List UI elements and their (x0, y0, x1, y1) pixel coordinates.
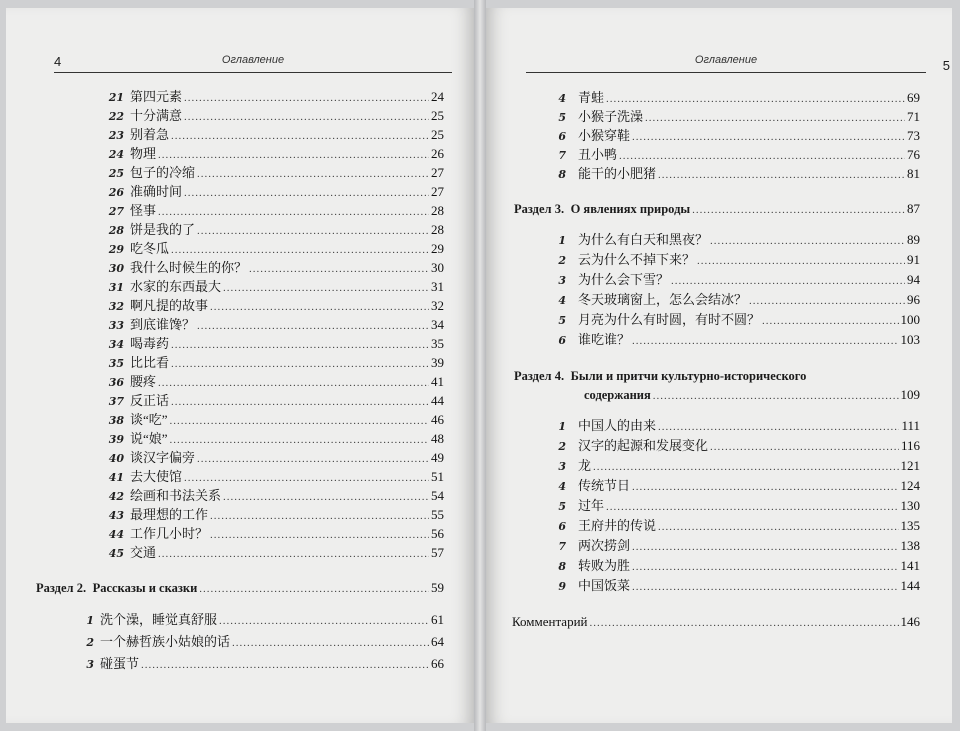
toc-entry[interactable] (72, 631, 444, 653)
entry-page: 48 (431, 431, 444, 446)
toc-entry[interactable] (102, 201, 444, 220)
leader-dots (710, 231, 905, 251)
section-2-heading[interactable] (36, 578, 444, 597)
entry-page: 96 (907, 292, 920, 307)
entry-title: 碰蛋节 (100, 656, 140, 671)
toc-entry[interactable] (514, 310, 920, 330)
leader-dots (171, 393, 429, 412)
entry-number: 1 (558, 420, 566, 433)
entry-number: 38 (108, 414, 124, 427)
leader-dots (219, 610, 429, 632)
toc-entry[interactable] (102, 410, 444, 429)
right-page (486, 8, 952, 723)
entry-page: 76 (907, 147, 920, 162)
left-toc (36, 87, 444, 675)
entry-number: 4 (558, 92, 566, 105)
toc-entry[interactable] (102, 125, 444, 144)
leader-dots (645, 109, 905, 128)
entry-page: 31 (431, 279, 444, 294)
entry-number: 34 (108, 338, 124, 351)
entry-page: 27 (431, 184, 444, 199)
toc-entry[interactable] (102, 486, 444, 505)
leader-dots (197, 165, 429, 184)
entry-title: 去大使馆 (130, 469, 183, 484)
entry-title: 王府井的传说 (578, 518, 657, 533)
leader-dots (606, 90, 905, 109)
entry-title: 反正话 (130, 393, 170, 408)
toc-entry[interactable] (102, 258, 444, 277)
entry-page: 54 (431, 488, 444, 503)
entry-page: 44 (431, 393, 444, 408)
entry-page: 25 (431, 127, 444, 142)
entry-number: 42 (108, 490, 124, 503)
entry-title: 绘画和书法关系 (130, 488, 222, 503)
entry-number: 44 (108, 528, 124, 541)
toc-entry[interactable] (102, 220, 444, 239)
entry-page: 64 (431, 634, 444, 649)
commentary-page: 146 (900, 614, 920, 629)
leader-dots (223, 488, 429, 507)
entry-number: 23 (108, 129, 124, 142)
entry-page: 91 (907, 252, 920, 267)
entry-number: 36 (108, 376, 124, 389)
entry-number: 3 (558, 274, 566, 287)
entry-page: 35 (431, 336, 444, 351)
leader-dots (653, 387, 899, 406)
entry-title: 交通 (130, 545, 157, 560)
entry-page: 124 (900, 478, 920, 493)
toc-entry[interactable] (514, 290, 920, 310)
toc-entry[interactable] (102, 543, 444, 562)
right-running-head (526, 52, 950, 73)
entry-number: 41 (108, 471, 124, 484)
toc-entry[interactable] (514, 230, 920, 250)
entry-number: 21 (108, 91, 124, 104)
leader-dots (158, 203, 429, 222)
leader-dots (158, 374, 429, 393)
leader-dots (632, 557, 898, 577)
entry-page: 94 (907, 272, 920, 287)
leader-dots (671, 271, 905, 291)
toc-entry[interactable] (102, 429, 444, 448)
entry-number: 24 (108, 148, 124, 161)
leader-dots (249, 260, 429, 279)
section-label: Раздел 4. (514, 369, 565, 383)
entry-page: 66 (431, 656, 444, 671)
leader-dots (184, 184, 429, 203)
leader-dots (184, 108, 429, 127)
entry-title: 龙 (578, 458, 592, 473)
page-number: 4 (54, 54, 62, 69)
toc-entry[interactable] (102, 524, 444, 543)
leader-dots (210, 526, 429, 545)
entry-title: 喝毒药 (130, 336, 170, 351)
entry-number: 7 (558, 540, 566, 553)
entry-page: 32 (431, 298, 444, 313)
entry-title: 谁吃谁？ (578, 332, 631, 347)
leader-dots (171, 355, 429, 374)
leader-dots (749, 291, 905, 311)
entry-title: 水家的东西最大 (130, 279, 222, 294)
entry-page: 41 (431, 374, 444, 389)
entry-title: 最理想的工作 (130, 507, 209, 522)
entry-page: 28 (431, 222, 444, 237)
section-3-heading[interactable] (514, 199, 920, 218)
entry-title: 中国人的由来 (578, 418, 657, 433)
entry-page: 135 (900, 518, 920, 533)
right-toc (514, 88, 920, 631)
toc-entry[interactable] (102, 505, 444, 524)
entry-page: 46 (431, 412, 444, 427)
entry-title: 腰疼 (130, 374, 157, 389)
toc-entry[interactable] (102, 467, 444, 486)
entry-page: 29 (431, 241, 444, 256)
toc-entry[interactable] (102, 448, 444, 467)
toc-entry[interactable] (102, 182, 444, 201)
toc-entry[interactable] (102, 353, 444, 372)
entry-title: 转败为胜 (578, 558, 631, 573)
leader-dots (658, 517, 898, 537)
toc-entry[interactable] (102, 372, 444, 391)
leader-dots (692, 201, 905, 220)
toc-entry[interactable] (514, 416, 920, 436)
entry-title: 小猴穿鞋 (578, 128, 631, 143)
entry-page: 57 (431, 545, 444, 560)
entry-number: 30 (108, 262, 124, 275)
entry-title: 包子的冷缩 (130, 165, 196, 180)
leader-dots (589, 614, 898, 633)
toc-entry[interactable] (514, 516, 920, 536)
entry-page: 26 (431, 146, 444, 161)
entry-number: 6 (558, 334, 566, 347)
toc-entry[interactable] (514, 145, 920, 164)
entry-title: 说“娘” (130, 431, 168, 446)
toc-entry[interactable] (514, 576, 920, 596)
entry-page: 51 (431, 469, 444, 484)
entry-number: 37 (108, 395, 124, 408)
toc-entry[interactable] (514, 536, 920, 556)
entry-page: 138 (900, 538, 920, 553)
entry-number: 4 (558, 294, 566, 307)
leader-dots (593, 457, 898, 477)
entry-number: 26 (108, 186, 124, 199)
toc-entry[interactable] (102, 334, 444, 353)
entry-number: 1 (86, 614, 94, 627)
left-page (6, 8, 474, 723)
entry-title: 我什么时候生的你？ (130, 260, 248, 275)
entry-number: 2 (558, 254, 566, 267)
leader-dots (197, 450, 429, 469)
left-running-head (54, 52, 452, 73)
leader-dots (171, 127, 429, 146)
entry-number: 3 (86, 658, 94, 671)
entry-title: 青蛙 (578, 90, 605, 105)
entry-number: 39 (108, 433, 124, 446)
entry-title: 云为什么不掉下来？ (578, 252, 696, 267)
entry-number: 32 (108, 300, 124, 313)
leader-dots (171, 336, 429, 355)
entry-number: 5 (558, 314, 566, 327)
leader-dots (619, 147, 905, 166)
entry-page: 103 (900, 332, 920, 347)
entry-number: 25 (108, 167, 124, 180)
entry-number: 8 (558, 560, 566, 573)
toc-entry[interactable] (102, 315, 444, 334)
entry-page: 56 (431, 526, 444, 541)
leader-dots (197, 317, 429, 336)
toc-entry[interactable] (102, 239, 444, 258)
entry-title: 为什么会下雪？ (578, 272, 670, 287)
running-head-title: Оглавление (221, 54, 285, 66)
section-2-continued-entries (514, 88, 920, 183)
entry-title: 两次捞剑 (578, 538, 631, 553)
entry-page: 49 (431, 450, 444, 465)
entry-number: 40 (108, 452, 124, 465)
toc-entry[interactable] (102, 296, 444, 315)
commentary-entry[interactable] (512, 612, 920, 631)
entry-title: 谈“吃” (130, 412, 168, 427)
page-number: 5 (942, 58, 950, 73)
entry-title: 能干的小肥猪 (578, 166, 657, 181)
entry-page: 39 (431, 355, 444, 370)
entry-title: 别着急 (130, 127, 170, 142)
entry-title: 谈汉字偏旁 (130, 450, 196, 465)
entry-page: 27 (431, 165, 444, 180)
entry-title: 过年 (578, 498, 605, 513)
entry-number: 9 (558, 580, 566, 593)
section-title: Рассказы и сказки (92, 581, 198, 595)
entry-number: 22 (108, 110, 124, 123)
book-spine (474, 0, 486, 731)
entry-title: 传统节日 (578, 478, 631, 493)
entry-number: 43 (108, 509, 124, 522)
entry-title: 饼是我的了 (130, 222, 196, 237)
entry-title: 准确时间 (130, 184, 183, 199)
toc-entry[interactable] (514, 126, 920, 145)
toc-entry[interactable] (514, 476, 920, 496)
entry-number: 35 (108, 357, 124, 370)
section-3-entries (514, 230, 920, 350)
entry-page: 30 (431, 260, 444, 275)
entry-number: 33 (108, 319, 124, 332)
leader-dots (184, 89, 429, 108)
entry-number: 45 (108, 547, 124, 560)
entry-page: 55 (431, 507, 444, 522)
toc-entry[interactable] (102, 106, 444, 125)
entry-page: 100 (900, 312, 920, 327)
entry-title: 丑小鸭 (578, 147, 618, 162)
entry-title: 小猴子洗澡 (578, 109, 644, 124)
entry-title: 吃冬瓜 (130, 241, 170, 256)
toc-entry[interactable] (102, 87, 444, 106)
section-title-line-2: содержания (584, 388, 651, 402)
entry-title: 冬天玻璃窗上，怎么会结冰？ (578, 292, 748, 307)
entry-number: 2 (86, 636, 94, 649)
entry-page: 34 (431, 317, 444, 332)
entry-number: 27 (108, 205, 124, 218)
leader-dots (197, 222, 429, 241)
entry-page: 71 (907, 109, 920, 124)
entry-page: 111 (901, 418, 920, 433)
toc-entry[interactable] (102, 144, 444, 163)
toc-entry[interactable] (514, 496, 920, 516)
entry-number: 6 (558, 520, 566, 533)
entry-title: 为什么有白天和黑夜？ (578, 232, 709, 247)
leader-dots (158, 545, 429, 564)
entry-number: 8 (558, 168, 566, 181)
section-2-entries (72, 609, 444, 675)
entry-title: 怪事 (130, 203, 157, 218)
toc-entry[interactable] (514, 436, 920, 456)
section-page: 109 (900, 387, 920, 402)
leader-dots (170, 412, 429, 431)
toc-entry[interactable] (72, 609, 444, 631)
entry-page: 141 (900, 558, 920, 573)
entry-title: 一个赫哲族小姑娘的话 (100, 634, 231, 649)
section-4-heading[interactable] (514, 366, 920, 385)
section-page: 87 (907, 201, 920, 216)
toc-entry[interactable] (514, 330, 920, 350)
entry-title: 比比看 (130, 355, 170, 370)
commentary-title: Комментарий (512, 614, 588, 629)
entry-title: 汉字的起源和发展变化 (578, 438, 709, 453)
entry-number: 1 (558, 234, 566, 247)
entry-page: 89 (907, 232, 920, 247)
toc-entry[interactable] (514, 164, 920, 183)
entry-title: 物理 (130, 146, 157, 161)
leader-dots (632, 537, 898, 557)
entry-page: 81 (907, 166, 920, 181)
leader-dots (210, 507, 429, 526)
entry-page: 121 (900, 458, 920, 473)
entry-number: 3 (558, 460, 566, 473)
entry-number: 5 (558, 500, 566, 513)
leader-dots (632, 331, 898, 351)
entry-title: 第四元素 (130, 89, 183, 104)
toc-entry[interactable] (102, 391, 444, 410)
entry-page: 73 (907, 128, 920, 143)
leader-dots (762, 311, 898, 331)
leader-dots (141, 654, 429, 676)
entry-page: 28 (431, 203, 444, 218)
entry-number: 7 (558, 149, 566, 162)
toc-entry[interactable] (514, 250, 920, 270)
entry-title: 到底谁馋？ (130, 317, 196, 332)
toc-entry[interactable] (72, 653, 444, 675)
section-4-entries (514, 416, 920, 596)
toc-entry[interactable] (102, 277, 444, 296)
entry-number: 2 (558, 440, 566, 453)
leader-dots (210, 298, 429, 317)
leader-dots (158, 146, 429, 165)
leader-dots (232, 632, 429, 654)
leader-dots (223, 279, 429, 298)
section-title-line-1: Были и притчи культурно-исторического (570, 369, 807, 383)
leader-dots (632, 577, 898, 597)
toc-entry[interactable] (514, 556, 920, 576)
leader-dots (199, 580, 429, 599)
entry-number: 29 (108, 243, 124, 256)
section-page: 59 (431, 580, 444, 595)
entry-number: 4 (558, 480, 566, 493)
entry-page: 116 (900, 438, 920, 453)
section-4-heading-continued[interactable] (514, 385, 920, 404)
entry-title: 洗个澡，睡觉真舒服 (100, 612, 218, 627)
leader-dots (606, 497, 898, 517)
toc-entry[interactable] (514, 456, 920, 476)
leader-dots (710, 437, 899, 457)
entry-number: 28 (108, 224, 124, 237)
entry-title: 工作几小时？ (130, 526, 209, 541)
leader-dots (658, 166, 905, 185)
leader-dots (632, 477, 898, 497)
leader-dots (658, 417, 899, 437)
entry-page: 69 (907, 90, 920, 105)
entry-title: 啊凡提的故事 (130, 298, 209, 313)
toc-entries (102, 87, 444, 562)
entry-page: 130 (900, 498, 920, 513)
section-label: Раздел 2. (36, 581, 87, 595)
entry-page: 61 (431, 612, 444, 627)
section-title: О явлениях природы (570, 202, 691, 216)
leader-dots (170, 431, 429, 450)
leader-dots (632, 128, 905, 147)
toc-entry[interactable] (102, 163, 444, 182)
running-head-title: Оглавление (694, 54, 758, 66)
section-label: Раздел 3. (514, 202, 565, 216)
entry-page: 25 (431, 108, 444, 123)
entry-title: 中国饭菜 (578, 578, 631, 593)
toc-entry[interactable] (514, 270, 920, 290)
entry-number: 5 (558, 111, 566, 124)
entry-title: 十分满意 (130, 108, 183, 123)
entry-title: 月亮为什么有时圆，有时不圆？ (578, 312, 761, 327)
entry-page: 24 (431, 89, 444, 104)
entry-number: 6 (558, 130, 566, 143)
entry-number: 31 (108, 281, 124, 294)
toc-entry[interactable] (514, 107, 920, 126)
entry-page: 144 (900, 578, 920, 593)
toc-entry[interactable] (514, 88, 920, 107)
leader-dots (697, 251, 905, 271)
